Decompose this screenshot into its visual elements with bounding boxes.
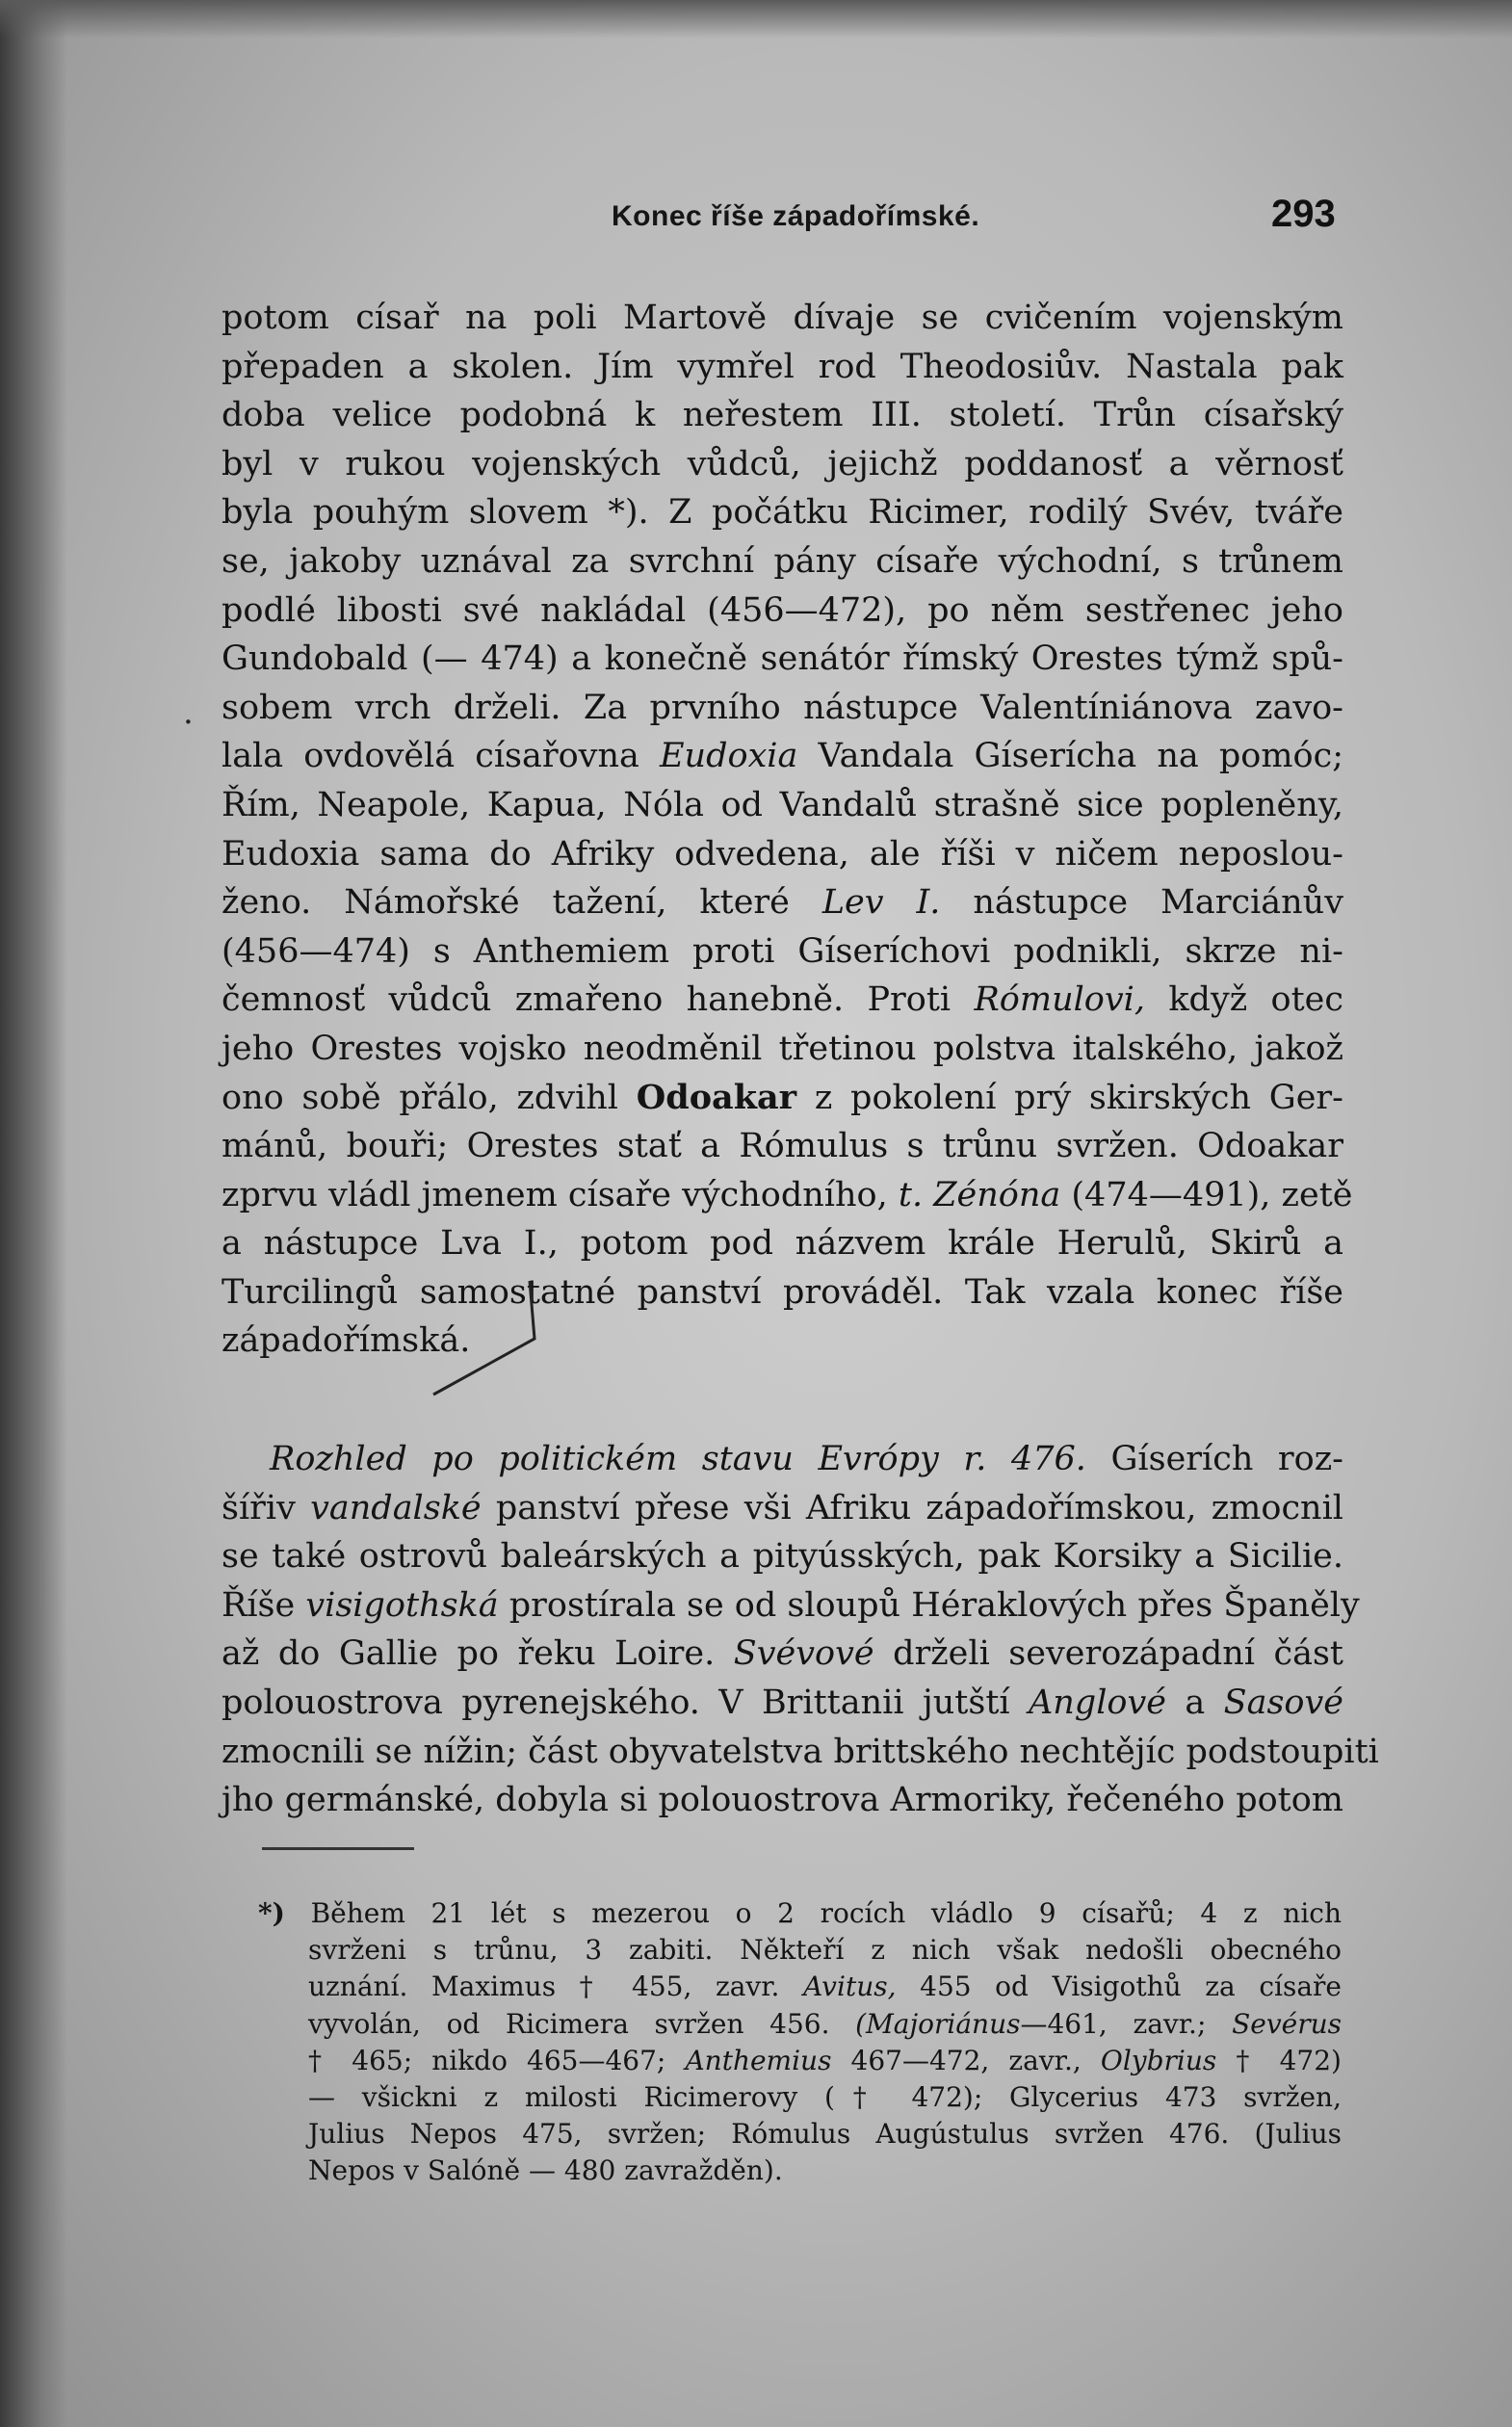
text-line: Turcilingů samostatné panství prováděl. Tak vzala konec říše	[222, 1272, 1343, 1312]
name-severus: Sevérus	[1232, 2007, 1342, 2040]
text-span: 455 od Visigothů za císaře	[920, 1970, 1343, 2003]
text-line: Eudoxia sama do Afriky odvedena, ale říši v ničem neposlou-	[222, 834, 1343, 874]
paragraph-gap	[222, 1366, 1343, 1435]
text-line: podlé libosti své nakládal (456—472), po něm sestřenec jeho	[222, 590, 1343, 630]
term-anglove: Anglové	[1028, 1683, 1166, 1723]
text-span: šířiv	[222, 1488, 296, 1527]
text-line	[222, 1435, 1343, 1484]
text-span: uznání. Maximus † 455, zavr.	[308, 1970, 780, 2003]
text-line	[222, 878, 1343, 927]
text-span: (474—491), zetě	[1071, 1175, 1353, 1214]
term-sasove: Sasové	[1223, 1683, 1343, 1723]
text-line: přepaden a skolen. Jím vymřel rod Theodosiův. Nastala pak	[222, 347, 1343, 386]
footnote-line: — všickni z milosti Ricimerovy († 472); Glycerius 473 svržen,	[308, 2081, 1342, 2114]
text-span: a	[1185, 1683, 1206, 1723]
section-heading: Rozhled po politickém stavu Evrópy r. 476.	[270, 1440, 1086, 1479]
text-span: až do Gallie po řeku Loire.	[222, 1634, 716, 1674]
text-line: potom císař na poli Martově dívaje se cvičením vojenským	[222, 299, 1343, 337]
text-line	[222, 1630, 1343, 1679]
footnote-line	[258, 2043, 1342, 2079]
text-line	[222, 1679, 1343, 1728]
text-span: čemnosť vůdců zmařeno hanebně. Proti	[222, 980, 952, 1020]
text-span: vyvolán, od Ricimera svržen 456.	[308, 2007, 830, 2040]
name-majorianus: (Majoriánus	[855, 2007, 1021, 2040]
name-avitus: Avitus,	[803, 1970, 897, 2003]
text-line: sobem vrch drželi. Za prvního nástupce Valentíniánova zavo-	[222, 688, 1343, 727]
name-romulus: Rómulovi,	[974, 980, 1145, 1020]
text-line: zmocnili se nížin; část obyvatelstva brittského nechtějíc podstoupiti	[222, 1732, 1379, 1771]
text-span: drželi severozápadní část	[893, 1634, 1343, 1674]
text-line: byl v rukou vojenských vůdců, jejichž poddanosť a věrnosť	[222, 444, 1343, 483]
text-line	[222, 1581, 1360, 1631]
text-line	[222, 1171, 1353, 1220]
footnote-rule	[262, 1847, 414, 1850]
page-number: 293	[1271, 193, 1336, 235]
text-span: polouostrova pyrenejského. V Brittanii jutští	[222, 1683, 1010, 1723]
text-line	[222, 732, 1343, 781]
text-line: a nástupce Lva I., potom pod názvem krále Herulů, Skirů a	[222, 1224, 1343, 1264]
footnote-line: Nepos v Salóně — 480 zavražděn).	[308, 2154, 783, 2187]
text-line: Gundobald (— 474) a konečně senátór římský Orestes týmž spů-	[222, 639, 1343, 679]
text-span: panství přese vši Afriku západořímskou, zmocnil	[495, 1488, 1343, 1527]
footnote-line	[258, 1969, 1342, 2005]
name-lev: Lev I.	[821, 883, 941, 923]
text-span: —461, zavr.;	[1020, 2007, 1207, 2040]
term-vandalske: vandalské	[310, 1488, 482, 1527]
term-visigothska: visigothská	[305, 1585, 499, 1625]
footnote-mark: *)	[258, 1897, 285, 1929]
footnote-line	[258, 1895, 1342, 1932]
pencil-mark	[414, 1281, 549, 1396]
footnote-line: Julius Nepos 475, svržen; Rómulus Augústulus svržen 476. (Julius	[308, 2118, 1342, 2151]
text-span: ženo. Námořské tažení, které	[222, 883, 790, 923]
text-span: zprvu vládl jmenem císaře východního,	[222, 1175, 888, 1214]
text-line: se, jakoby uznával za svrchní pány císaře východní, s trůnem	[222, 541, 1343, 581]
text-span: prostírala se od sloupů Héraklových přes Španěly	[508, 1585, 1360, 1625]
text-span: Říše	[222, 1585, 296, 1625]
text-line: jho germánské, dobyla si polouostrova Armoriky, řečeného potom	[222, 1781, 1343, 1820]
text-span: z pokolení prý skirských Ger-	[814, 1078, 1343, 1117]
text-line: Řím, Neapole, Kapua, Nóla od Vandalů strašně sice popleněny,	[222, 785, 1343, 824]
text-span: Během 21 lét s mezerou o 2 rocích vládlo 9 císařů; 4 z nich	[310, 1897, 1343, 1929]
margin-dot: .	[183, 693, 194, 732]
name-odoakar: Odoakar	[636, 1077, 797, 1117]
text-line: jeho Orestes vojsko neodměnil třetinou polstva italského, jakož	[222, 1029, 1343, 1068]
text-span: ono sobě přálo, zdvihl	[222, 1078, 618, 1117]
text-span: nástupce Marciánův	[973, 883, 1343, 923]
page-top-shadow	[0, 0, 1512, 39]
running-title: Konec říše západořímské.	[612, 200, 980, 232]
text-span: lala ovdovělá císařovna	[222, 737, 639, 776]
text-span: † 472)	[1236, 2044, 1342, 2076]
text-line: mánů, bouři; Orestes stať a Rómulus s trůnu svržen. Odoakar	[222, 1127, 1343, 1166]
term-svevove: Svévové	[733, 1634, 874, 1674]
text-line: se také ostrovů baleárských a pityúsských, pak Korsiky a Sicilie.	[222, 1537, 1343, 1577]
text-line: byla pouhým slovem *). Z počátku Ricimer, rodilý Svév, tváře	[222, 493, 1343, 533]
text-span: Gíserích roz-	[1110, 1440, 1343, 1479]
text-line	[222, 1484, 1343, 1533]
footnote	[258, 1895, 1342, 2190]
text-line: západořímská.	[222, 1321, 471, 1361]
main-text	[222, 294, 1379, 1825]
text-span: Vandala Gíserícha na pomóc;	[818, 737, 1343, 776]
footnote-line: svrženi s trůnu, 3 zabiti. Někteří z nich však nedošli obecného	[308, 1934, 1342, 1967]
text-line	[222, 976, 1343, 1025]
name-anthemius: Anthemius	[685, 2044, 832, 2076]
footnote-line	[258, 2006, 1342, 2043]
text-line: doba velice podobná k neřestem III. století. Trůn císařský	[222, 396, 1343, 435]
text-span: 467—472, zavr.,	[850, 2044, 1082, 2076]
page-edge-shadow	[0, 0, 67, 2427]
name-zenon: t. Zénóna	[898, 1175, 1061, 1214]
name-eudoxia: Eudoxia	[660, 737, 798, 776]
text-line: (456—474) s Anthemiem proti Gíseríchovi podnikli, skrze ni-	[222, 931, 1343, 971]
text-span: když otec	[1168, 980, 1343, 1020]
text-line	[222, 1074, 1343, 1123]
name-olybrius: Olybrius	[1100, 2044, 1217, 2076]
text-span: † 465; nikdo 465—467;	[308, 2044, 666, 2076]
